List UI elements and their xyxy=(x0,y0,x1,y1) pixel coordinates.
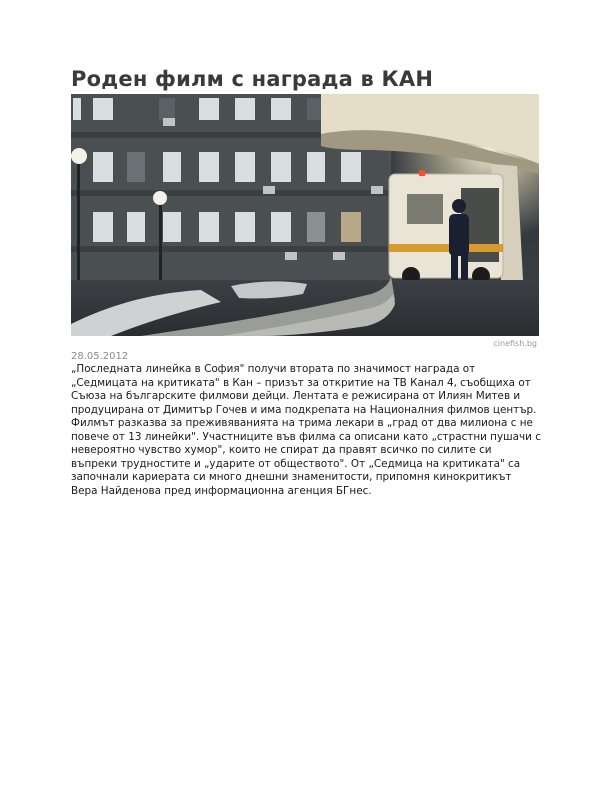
article-title: Роден филм с награда в КАН xyxy=(71,67,434,91)
image-credit: cinefish.bg xyxy=(493,339,537,348)
article-body: „Последната линейка в София" получи втората по значимост награда от „Седмицата на критиката" в Кан – призът за откритие на ТВ Канал 4, съобщиха от Съюза на българските филмови дейци. Лентата е режисирана от Илиян Митев и продуцирана от Димитър Гочев и има подкрепата на Националния филмов център. Филмът разказва за преживяванията на трима лекари в „град от два милиона с не повече от 13 линейки". Участниците във филма са описани като „страстни пушачи с невероятно чувство хумор", които не спират да правят всичко по силите си въпреки трудностите и „ударите от обществото". От „Седмица на критиката" са започнали кариерата си много днешни знаменитости, припомня кинокритикът Вера Найденова пред информационна агенция БГнес. xyxy=(71,363,541,497)
article-photo xyxy=(71,94,539,336)
publish-date: 28.05.2012 xyxy=(71,351,129,362)
article-figure xyxy=(71,94,539,351)
article xyxy=(71,64,541,498)
